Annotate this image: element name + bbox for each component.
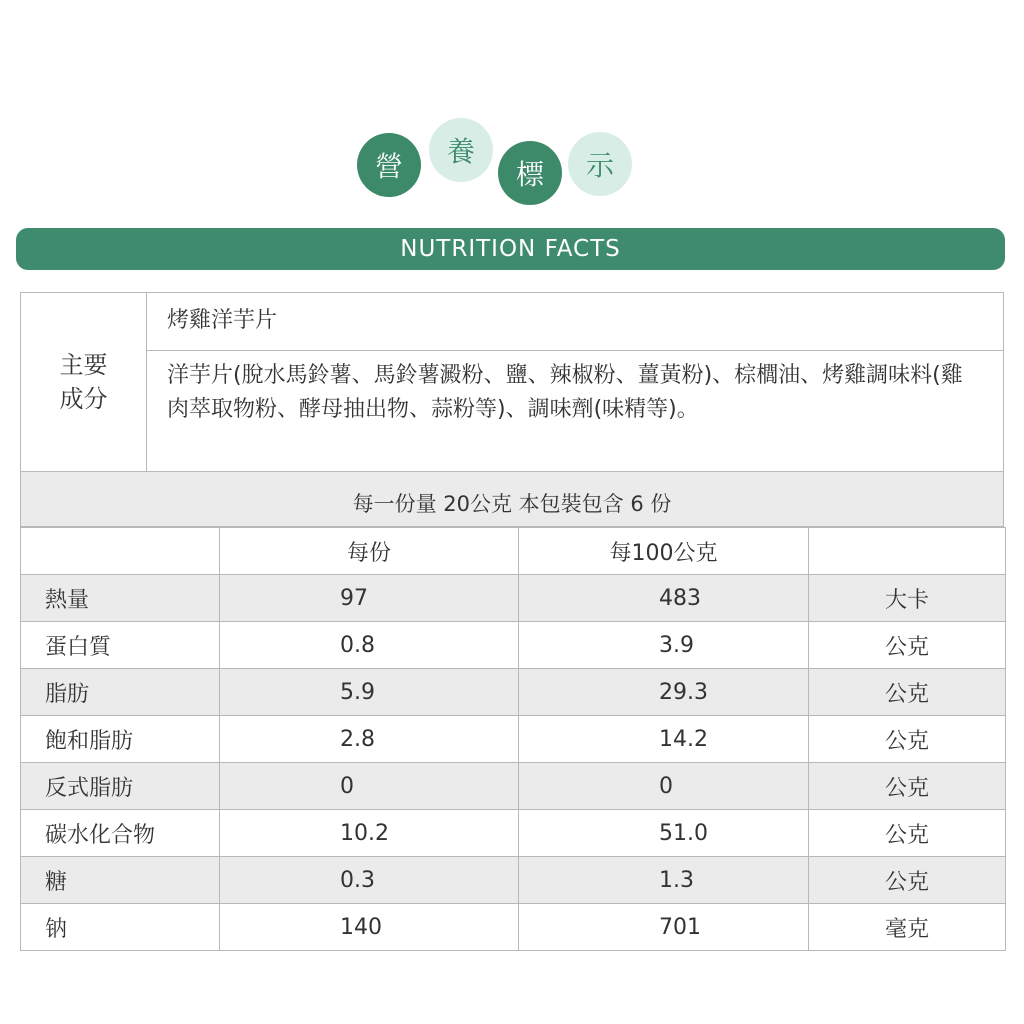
nutrient-name: 反式脂肪: [21, 763, 220, 810]
nutrient-name: 钠: [21, 904, 220, 951]
nutrient-name: 飽和脂肪: [21, 716, 220, 763]
per-100g-value: 0: [519, 763, 809, 810]
header-cell-blank: [21, 528, 220, 575]
ingredients-box: [20, 292, 1004, 472]
table-row: [21, 716, 1006, 763]
table-row: [21, 904, 1006, 951]
header-cell-unit: [809, 528, 1006, 575]
per-100g-value: 29.3: [519, 669, 809, 716]
table-row: [21, 622, 1006, 669]
ingredients-label: [21, 293, 147, 471]
table-row: [21, 810, 1006, 857]
per-serving-value: 140: [220, 904, 519, 951]
logo-char-4: 示: [568, 132, 632, 196]
logo-char-1: 營: [357, 133, 421, 197]
unit-label: 公克: [809, 669, 1006, 716]
table-row: [21, 763, 1006, 810]
per-serving-value: 97: [220, 575, 519, 622]
table-row: [21, 857, 1006, 904]
nutrient-name: 蛋白質: [21, 622, 220, 669]
table-header-row: [21, 528, 1006, 575]
unit-label: 毫克: [809, 904, 1006, 951]
logo-char-2: 養: [429, 118, 493, 182]
unit-label: 公克: [809, 810, 1006, 857]
product-name: 烤雞洋芋片: [147, 293, 1003, 351]
per-serving-value: 0.3: [220, 857, 519, 904]
table-row: [21, 669, 1006, 716]
unit-label: 公克: [809, 763, 1006, 810]
unit-label: 大卡: [809, 575, 1006, 622]
nutrient-name: 熱量: [21, 575, 220, 622]
unit-label: 公克: [809, 622, 1006, 669]
per-serving-value: 5.9: [220, 669, 519, 716]
nutrition-table: [20, 527, 1006, 951]
per-100g-value: 14.2: [519, 716, 809, 763]
ingredients-label-text: 主要 成分: [59, 351, 108, 413]
nutrient-name: 碳水化合物: [21, 810, 220, 857]
serving-size-row: 每一份量 20公克 本包裝包含 6 份: [20, 472, 1004, 527]
ingredients-detail: 洋芋片(脫水馬鈴薯、馬鈴薯澱粉、鹽、辣椒粉、薑黃粉)、棕櫚油、烤雞調味料(雞肉萃取物粉、酵母抽出物、蒜粉等)、調味劑(味精等)。: [167, 363, 963, 422]
per-serving-value: 2.8: [220, 716, 519, 763]
per-100g-value: 1.3: [519, 857, 809, 904]
nutrition-facts-banner: NUTRITION FACTS: [16, 228, 1005, 270]
header-cell-per-serving: 每份: [220, 528, 519, 575]
per-100g-value: 701: [519, 904, 809, 951]
table-row: [21, 575, 1006, 622]
per-serving-value: 0: [220, 763, 519, 810]
unit-label: 公克: [809, 857, 1006, 904]
per-100g-value: 3.9: [519, 622, 809, 669]
per-serving-value: 0.8: [220, 622, 519, 669]
header-cell-per-100g: 每100公克: [519, 528, 809, 575]
per-serving-value: 10.2: [220, 810, 519, 857]
nutrient-name: 脂肪: [21, 669, 220, 716]
nutrient-name: 糖: [21, 857, 220, 904]
logo-char-3: 標: [498, 141, 562, 205]
unit-label: 公克: [809, 716, 1006, 763]
per-100g-value: 483: [519, 575, 809, 622]
per-100g-value: 51.0: [519, 810, 809, 857]
